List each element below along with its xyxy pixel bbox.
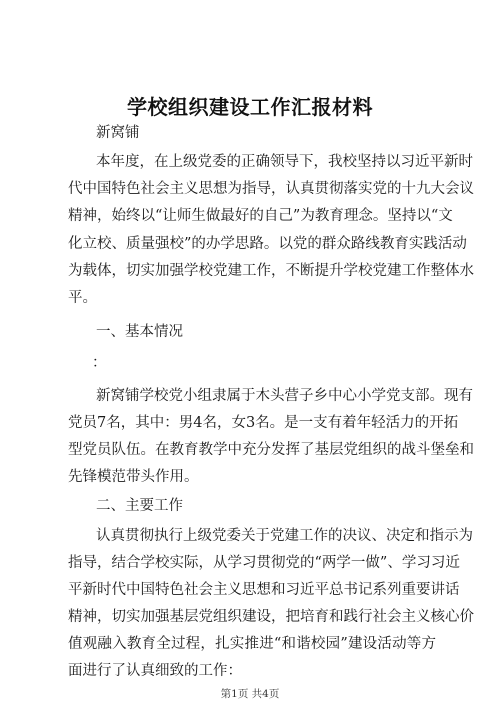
section1-line-2: 党员7名，其中：男4名，女3名。是一支有着年轻活力的开拓 — [68, 415, 459, 431]
section1-colon: ： — [92, 355, 107, 371]
document-title: 学校组织建设工作汇报材料 — [127, 95, 373, 119]
section1-heading: 一、基本情况 — [96, 324, 183, 340]
document-author: 新窝铺 — [96, 125, 140, 141]
section2-line-2: 指导，结合学校实际，从学习贯彻党的“两学一做”、学习习近 — [68, 555, 460, 571]
section1-line-3: 型党员队伍。在教育教学中充分发挥了基层党组织的战斗堡垒和 — [68, 442, 474, 458]
section2-line-1: 认真贯彻执行上级党委关于党建工作的决议、决定和指示为 — [96, 528, 473, 544]
section2-line-3: 平新时代中国特色社会主义思想和习近平总书记系列重要讲话 — [68, 582, 460, 598]
section1-line-4: 先锋模范带头作用。 — [68, 469, 199, 485]
page-footer: 第1页 共4页 — [220, 688, 280, 700]
section2-line-4: 精神，切实加强基层党组织建设，把培育和践行社会主义核心价 — [68, 609, 474, 625]
intro-line-5: 为载体，切实加强学校党建工作，不断提升学校党建工作整体水 — [68, 263, 474, 279]
intro-line-2: 代中国特色社会主义思想为指导，认真贯彻落实党的十九大会议 — [68, 181, 474, 197]
intro-line-1: 本年度，在上级党委的正确领导下，我校坚持以习近平新时 — [96, 154, 473, 170]
section2-line-5: 值观融入教育全过程，扎实推进“和谐校园”建设活动等方 — [68, 636, 436, 652]
section2-line-6: 面进行了认真细致的工作： — [68, 663, 242, 679]
intro-line-4: 化立校、质量强校”的办学思路。以党的群众路线教育实践活动 — [68, 236, 467, 252]
section1-line-1: 新窝铺学校党小组隶属于木头营子乡中心小学党支部。现有 — [96, 388, 473, 404]
intro-line-6: 平。 — [68, 290, 97, 306]
intro-line-3: 精神，始终以“让师生做最好的自己”为教育理念。坚持以“文 — [68, 208, 453, 224]
section2-heading: 二、主要工作 — [96, 498, 183, 514]
